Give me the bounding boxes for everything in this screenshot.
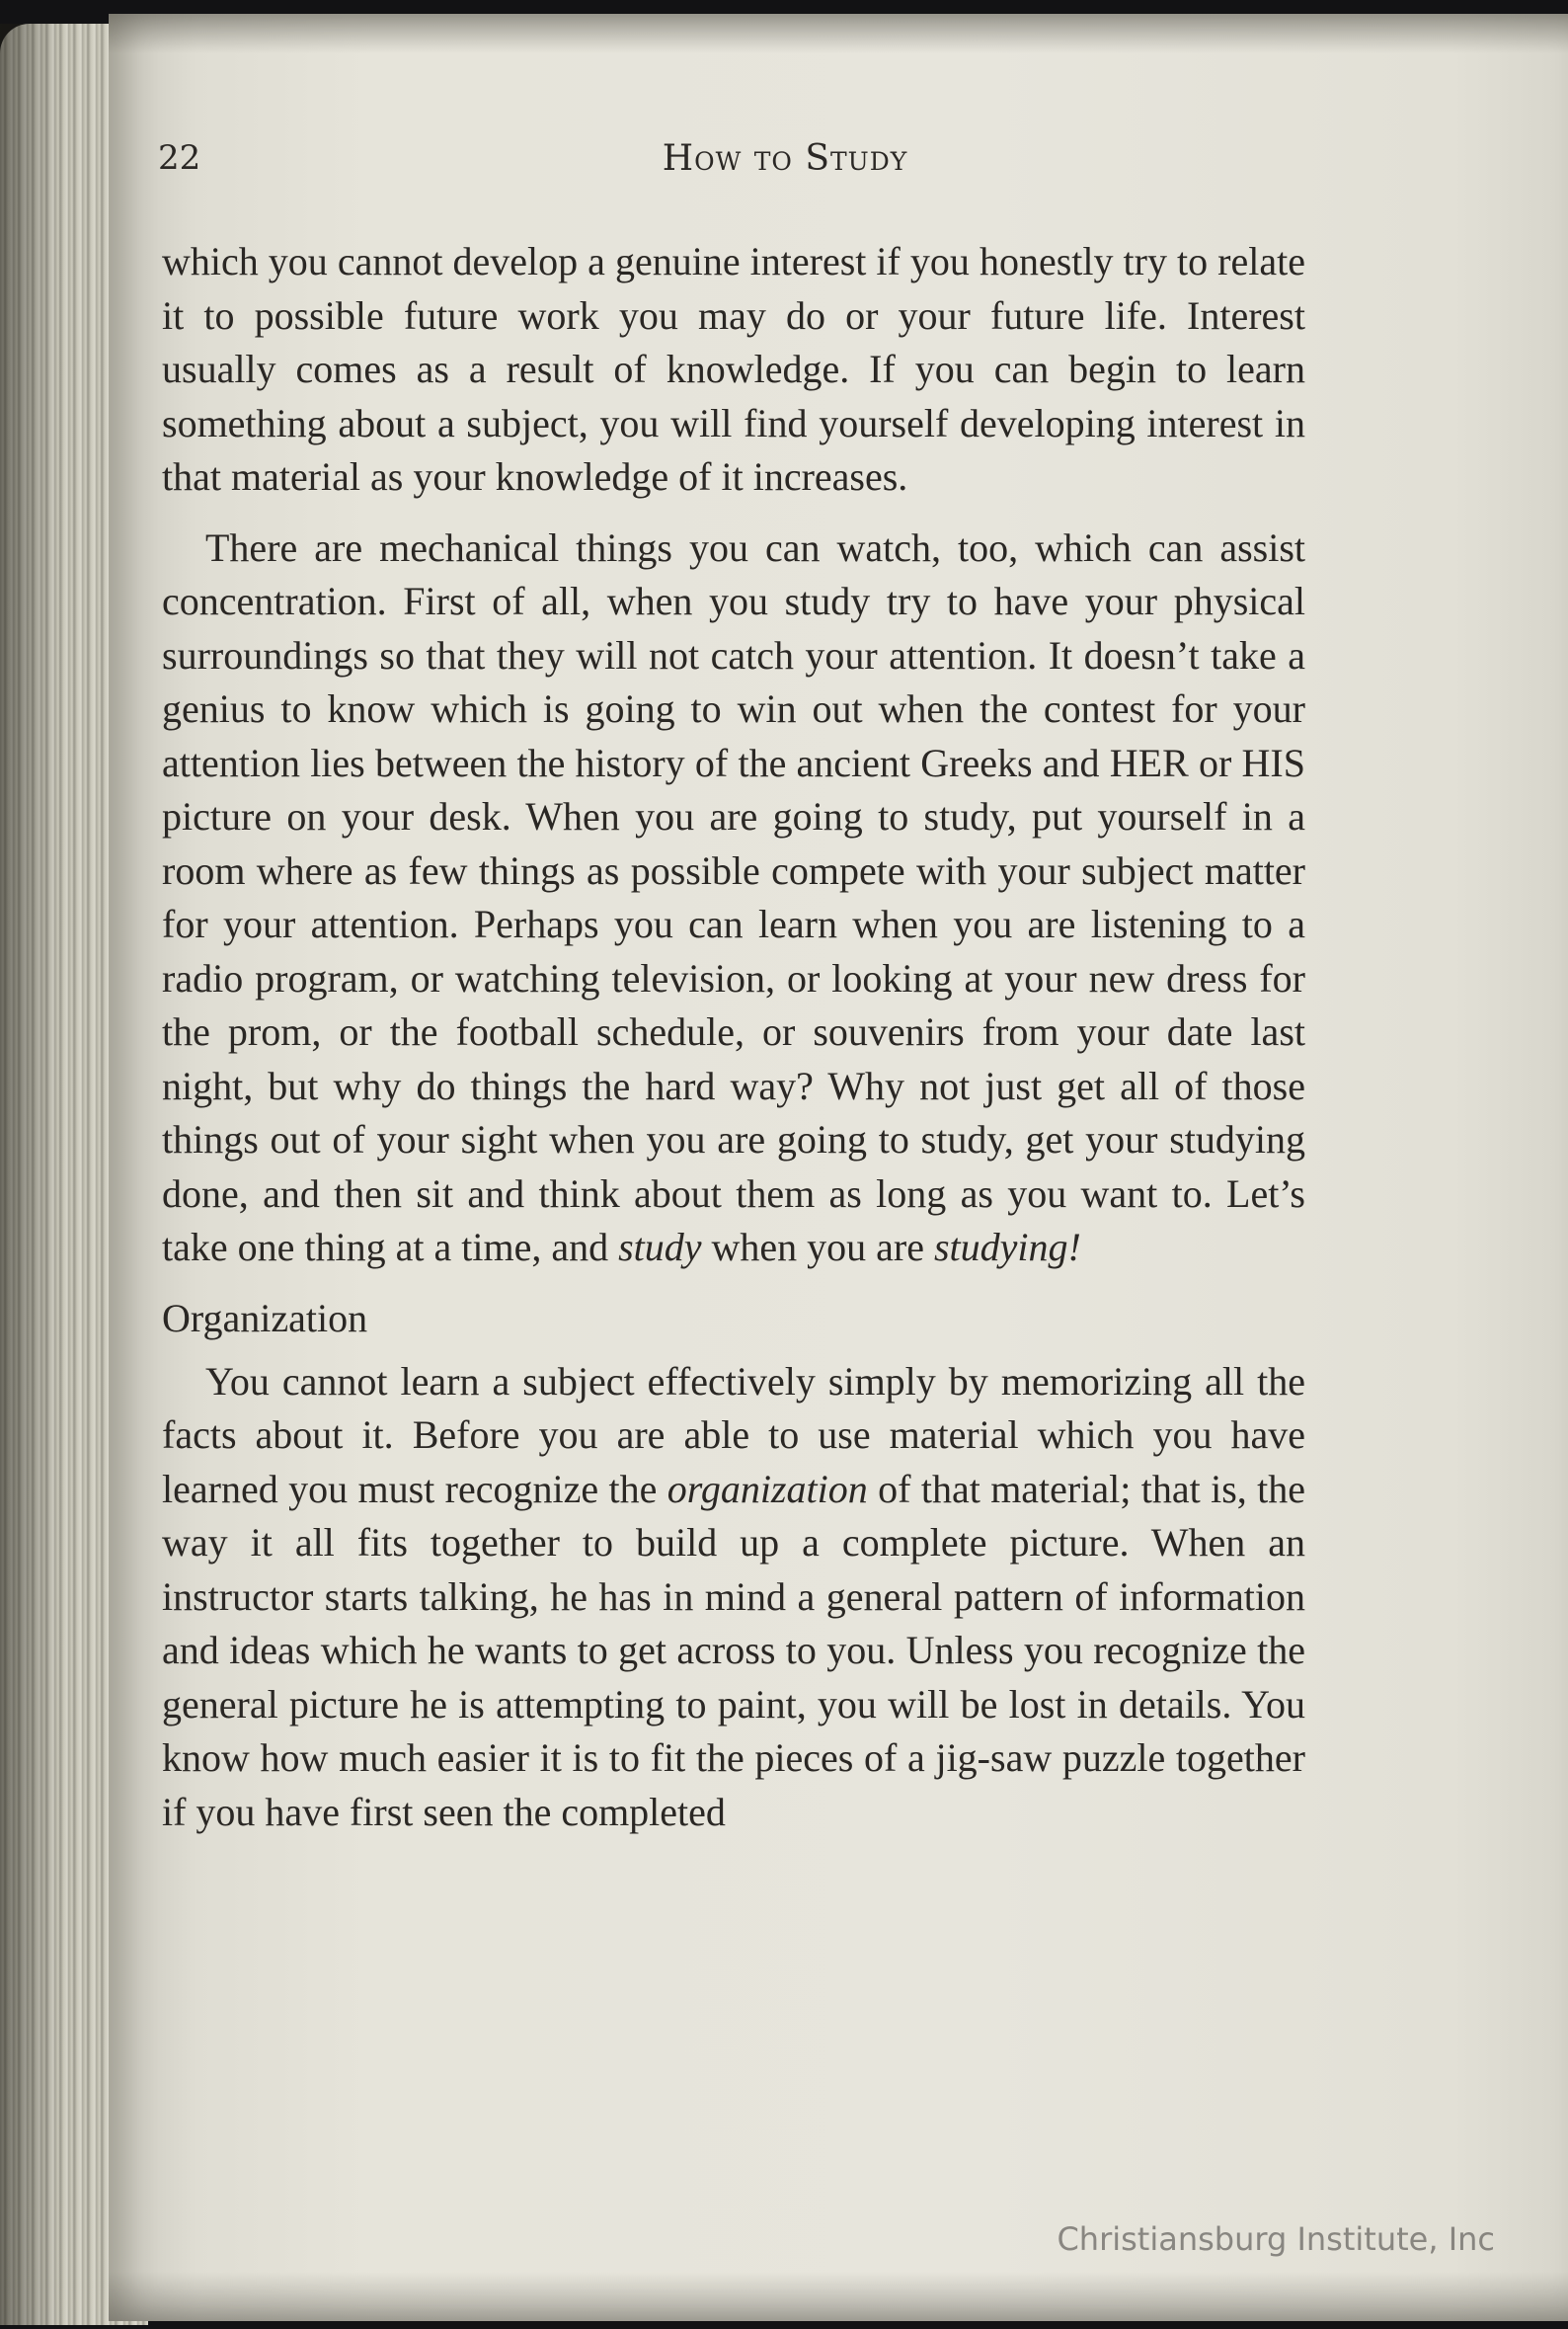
paragraph-2	[162, 522, 1305, 1275]
paragraph-2-emphasis-study: study	[618, 1225, 702, 1269]
paragraph-3	[162, 1355, 1305, 1840]
paragraph-2-text-mid: when you are	[711, 1225, 924, 1269]
running-title: How to Study	[662, 138, 908, 179]
page-number: 22	[158, 138, 201, 178]
page-header	[158, 138, 1412, 198]
watermark: Christiansburg Institute, Inc	[1057, 2220, 1495, 2258]
paragraph-2-emphasis-studying: studying!	[933, 1225, 1081, 1269]
paragraph-3-text: You cannot learn a subject effectively simply by memorizing all the facts about it. Before you are able to use material which you have learned you must recognize the	[162, 1358, 1305, 1511]
page-body	[162, 235, 1305, 1856]
paragraph-3-emphasis-organization: organization	[666, 1466, 868, 1511]
paragraph-3-text-end: of that material; that is, the way it all fits together to build up a complete picture. When an instructor starts talking, he has in mind a general pattern of information and ideas which he wants to get across to you. Unless you recognize the general picture he is attempting to paint, you will be lost in details. You know how much easier it is to fit the pieces of a jig-saw puzzle together if you have first seen the completed	[162, 1466, 1306, 1834]
section-heading: Organization	[162, 1295, 368, 1340]
paragraph-1: which you cannot develop a genuine interest if you honestly try to relate it to possible future work you may do or your future life. Interest usually comes as a result of knowledge. If you can begin to learn something about a subject, you will find yourself developing interest in that material as your knowledge of it increases.	[162, 239, 1305, 499]
paragraph-2-text: There are mechanical things you can watch, too, which can assist concentration. First of all, when you study try to have your physical surroundings so that they will not catch your attention. It doesn’t take a genius to know which is going to win out when the contest for your attention lies between the history of the ancient Greeks and HER or HIS picture on your desk. When you are going to study, put yourself in a room where as few things as possible compete with your subject matter for your attention. Perhaps you can learn when you are listening to a radio program, or watching television, or looking at your new dress for the prom, or the football schedule, or souvenirs from your date last night, but why do things the hard way? Why not just get all of those things out of your sight when you are going to study, get your studying done, and then sit and think about them as long as you want to. Let’s take one thing at a time, and	[162, 524, 1305, 1269]
